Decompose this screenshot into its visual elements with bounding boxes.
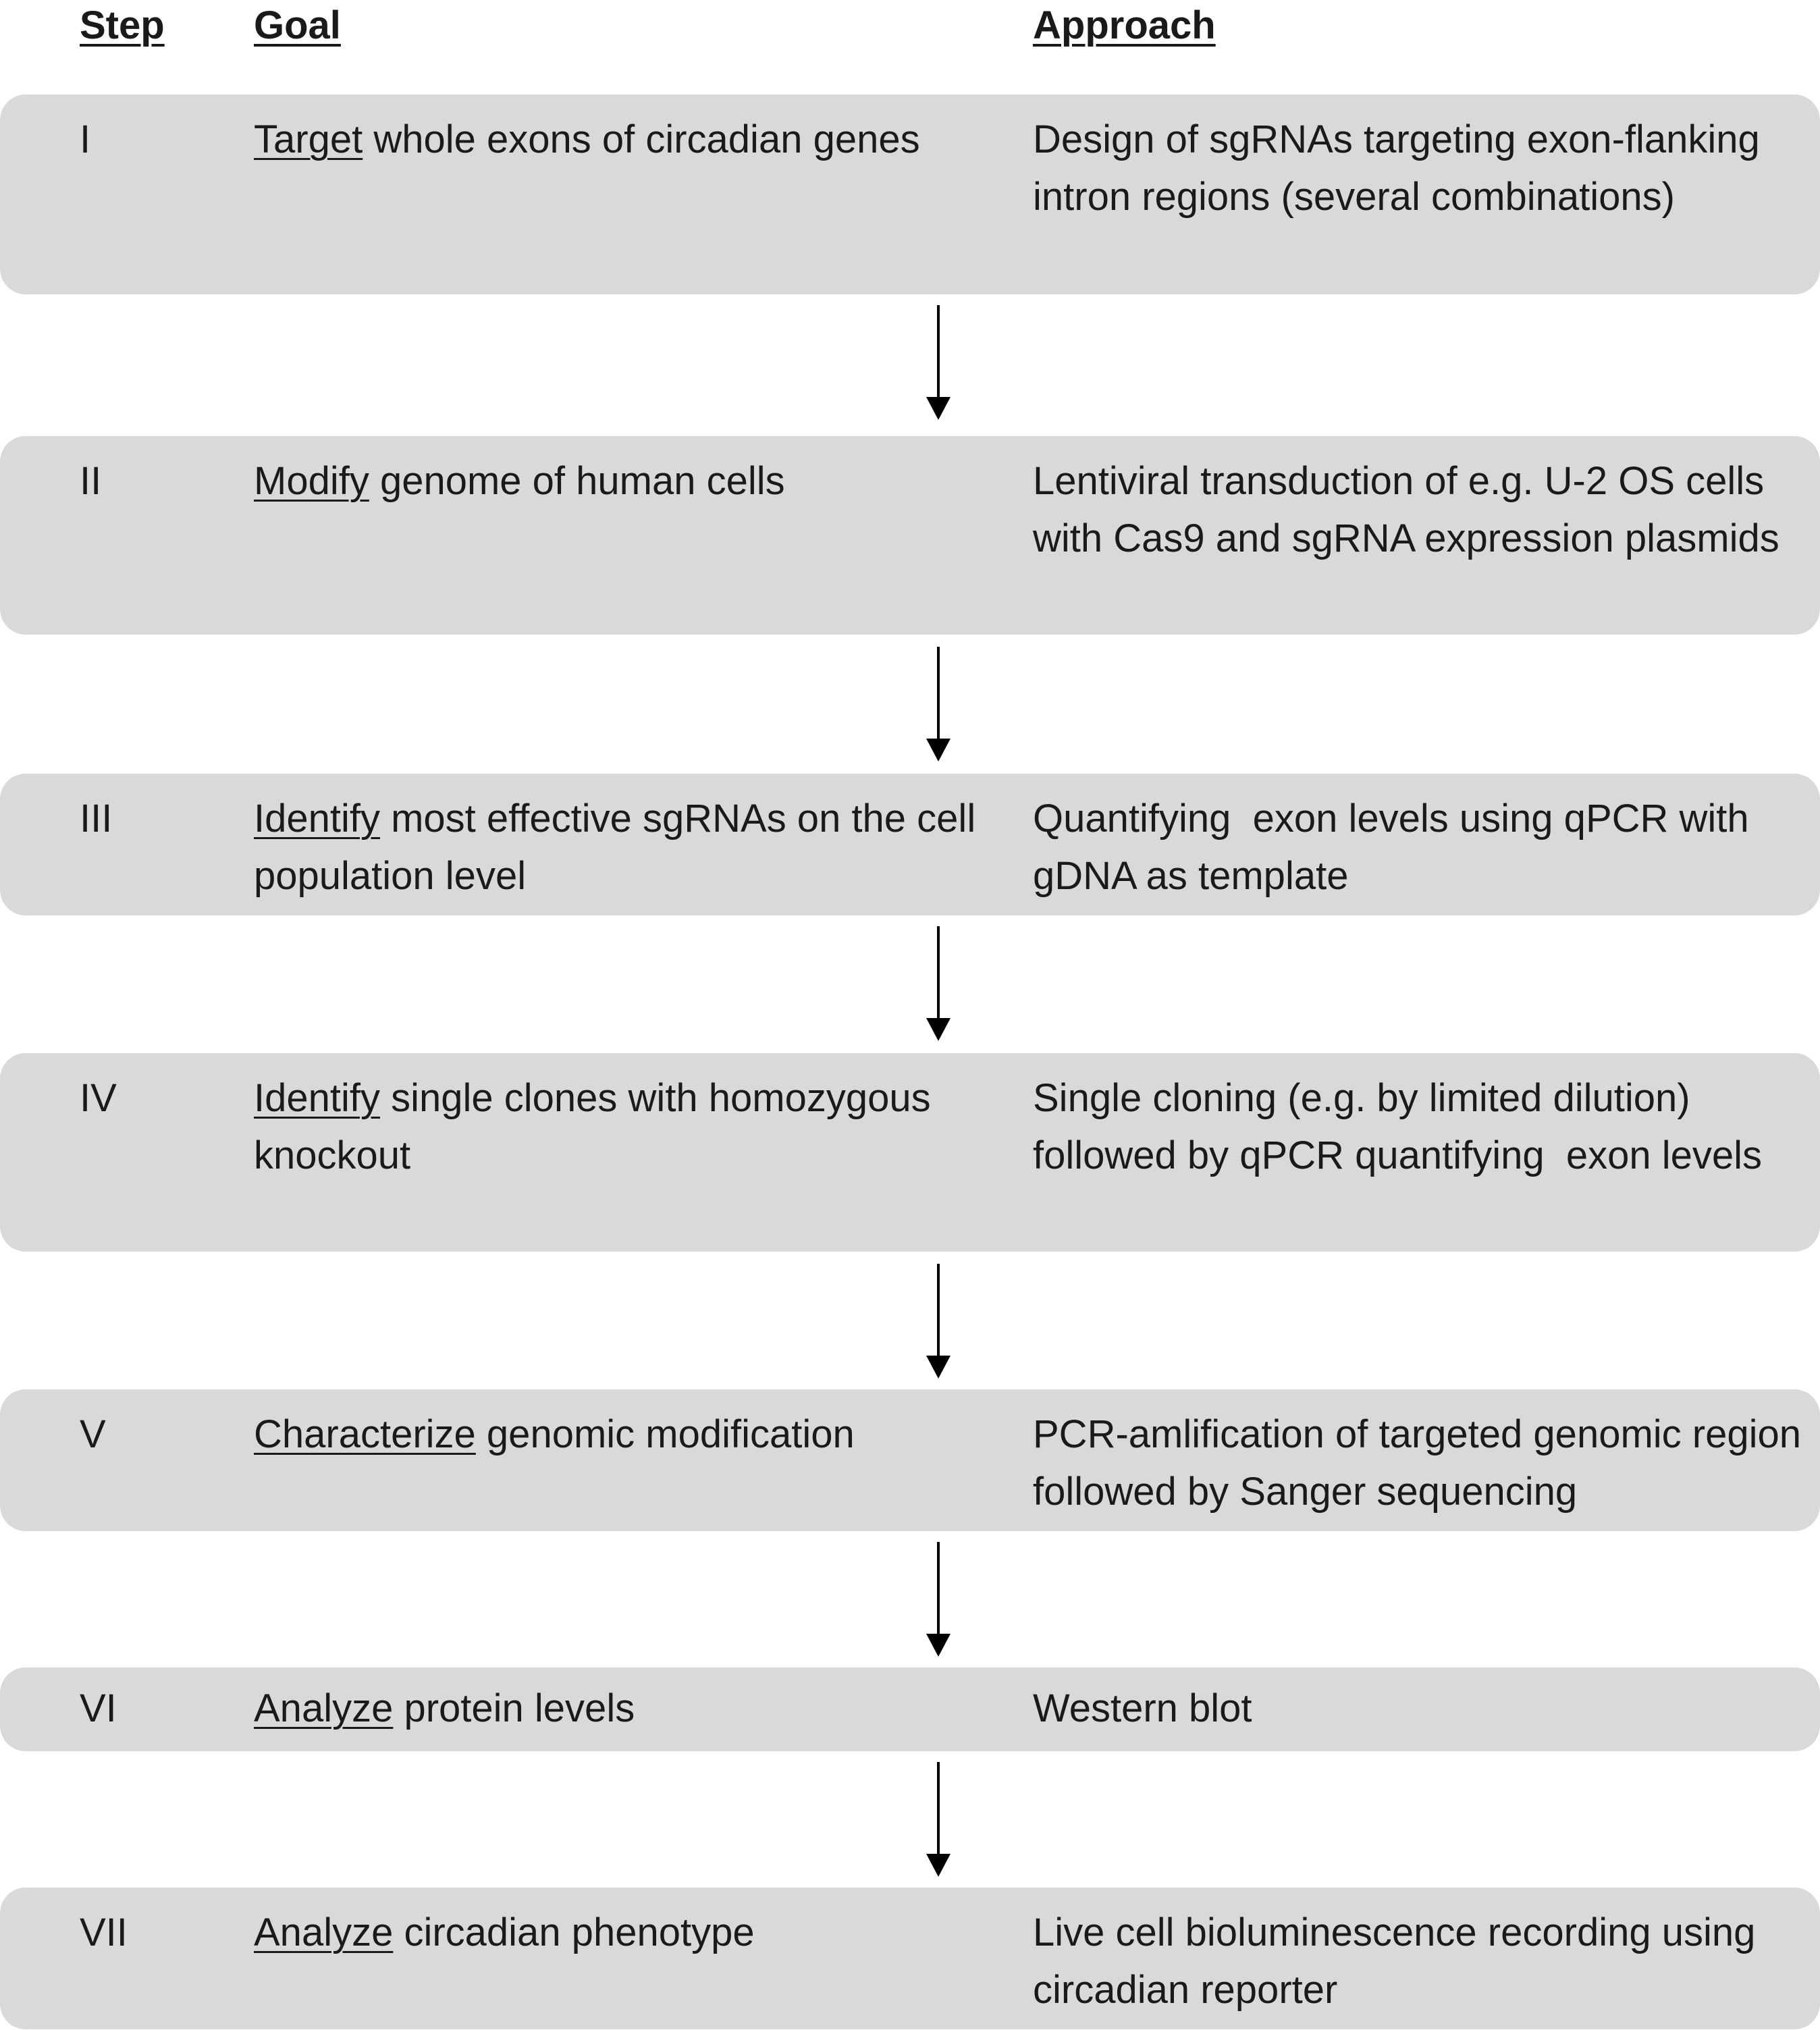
goal-text: whole exons of circadian genes [363, 117, 920, 161]
step-box-2 [0, 436, 1820, 635]
goal-text: genomic modification [475, 1412, 855, 1456]
header-step: Step [80, 3, 165, 47]
step-approach: Design of sgRNAs targeting exon-flanking intron regions (several combinations) [1033, 117, 1760, 219]
step-approach: Western blot [1033, 1686, 1252, 1730]
goal-verb: Characterize [254, 1412, 476, 1456]
goal-verb: Target [254, 117, 363, 161]
flow-arrow-1 [926, 305, 951, 420]
step-goal [254, 452, 1010, 510]
step-goal [254, 790, 1010, 905]
step-goal [254, 111, 1010, 168]
step-box-6 [0, 1667, 1820, 1751]
step-number: IV [80, 1076, 117, 1120]
goal-text: circadian phenotype [393, 1911, 755, 1954]
step-box-3 [0, 774, 1820, 915]
goal-text: single clones with homozygous knockout [254, 1076, 931, 1177]
step-number: I [80, 117, 91, 161]
step-approach: Lentiviral transduction of e.g. U-2 OS cells with Cas9 and sgRNA expression plasmids [1033, 459, 1779, 560]
step-goal [254, 1904, 1010, 1961]
goal-verb: Analyze [254, 1686, 394, 1730]
step-number: VII [80, 1911, 128, 1954]
step-goal [254, 1406, 1010, 1463]
step-goal [254, 1680, 1010, 1737]
step-goal [254, 1069, 1010, 1184]
step-approach: Live cell bioluminescence recording using circadian reporter [1033, 1911, 1756, 2012]
goal-verb: Modify [254, 459, 369, 503]
step-box-4 [0, 1053, 1820, 1252]
goal-verb: Identify [254, 1076, 380, 1120]
step-number: III [80, 797, 113, 840]
step-approach: Quantifying exon levels using qPCR with gDNA as template [1033, 797, 1760, 898]
step-box-7 [0, 1888, 1820, 2029]
step-box-5 [0, 1389, 1820, 1531]
step-number: VI [80, 1686, 117, 1730]
step-approach: PCR-amlification of targeted genomic region followed by Sanger sequencing [1033, 1412, 1801, 1514]
goal-verb: Analyze [254, 1911, 394, 1954]
goal-text: protein levels [393, 1686, 635, 1730]
step-box-1 [0, 95, 1820, 294]
step-number: V [80, 1412, 106, 1456]
header-approach: Approach [1033, 3, 1216, 47]
goal-text: genome of human cells [369, 459, 785, 503]
flow-arrow-3 [926, 926, 951, 1041]
flow-arrow-6 [926, 1762, 951, 1877]
goal-text: most effective sgRNAs on the cell population level [254, 797, 976, 898]
flow-arrow-5 [926, 1542, 951, 1657]
header-goal: Goal [254, 3, 341, 47]
goal-verb: Identify [254, 797, 380, 840]
flow-arrow-2 [926, 647, 951, 762]
step-number: II [80, 459, 102, 503]
flow-arrow-4 [926, 1264, 951, 1379]
step-approach: Single cloning (e.g. by limited dilution) followed by qPCR quantifying exon levels [1033, 1076, 1763, 1177]
